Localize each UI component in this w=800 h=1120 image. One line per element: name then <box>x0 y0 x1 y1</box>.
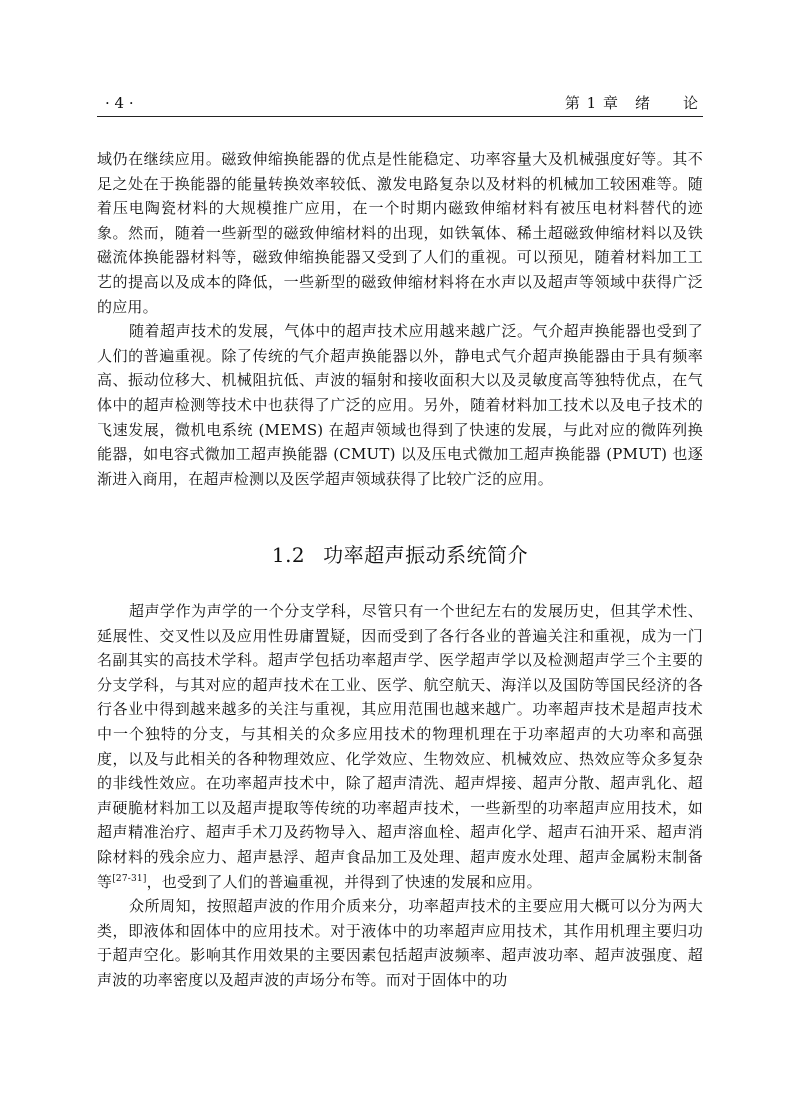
paragraph-continued: 域仍在继续应用。磁致伸缩换能器的优点是性能稳定、功率容量大及机械强度好等。其不足之处在于换能器的能量转换效率较低、激发电路复杂以及材料的机械加工较困难等。随着压电陶瓷材料的大规模推广应用，在一个时期内磁致伸缩材料有被压电材料替代的迹象。然而，随着一些新型的磁致伸缩材料的出现，如铁氧体、稀土超磁致伸缩材料以及铁磁流体换能器材料等，磁致伸缩换能器又受到了人们的重视。可以预见，随着材料加工工艺的提高以及成本的降低，一些新型的磁致伸缩材料将在水声以及超声等领域中获得广泛的应用。 <box>97 150 703 316</box>
section-heading <box>97 540 703 570</box>
paragraph-tail: ，也受到了人们的普遍重视，并得到了快速的发展和应用。 <box>146 872 542 891</box>
paragraph-applications: 众所周知，按照超声波的作用介质来分，功率超声技术的主要应用大概可以分为两大类，即液体和固体中的应用技术。对于液体中的功率超声应用技术，其作用机理主要归功于超声空化。影响其作用效果的主要因素包括超声波频率、超声波功率、超声波强度、超声波的功率密度以及超声波的声场分布等。而对于固体中的功 <box>97 897 703 989</box>
citation: [27-31] <box>112 873 147 884</box>
section-number: 1.2 <box>271 543 306 567</box>
section-title: 功率超声振动系统简介 <box>323 543 529 567</box>
paragraph-text: 超声学作为声学的一个分支学科，尽管只有一个世纪左右的发展历史，但其学术性、延展性、交叉性以及应用性毋庸置疑，因而受到了各行各业的普遍关注和重视，成为一门名副其实的高技术学科。超声学包括功率超声学、医学超声学以及检测超声学三个主要的分支学科，与其对应的超声技术在工业、医学、航空航天、海洋以及国防等国民经济的各行各业中得到越来越多的关注与重视，其应用范围也越来越广。功率超声技术是超声技术中一个独特的分支，与其相关的众多应用技术的物理机理在于功率超声的大功率和高强度，以及与此相关的各种物理效应、化学效应、生物效应、机械效应、热效应等众多复杂的非线性效应。在功率超声技术中，除了超声清洗、超声焊接、超声分散、超声乳化、超声硬脆材料加工以及超声提取等传统的功率超声技术，一些新型的功率超声应用技术，如超声精准治疗、超声手术刀及药物导入、超声溶血栓、超声化学、超声石油开采、超声消除材料的残余应力、超声悬浮、超声食品加工及处理、超声废水处理、超声金属粉末制备等 <box>97 602 703 891</box>
running-header <box>97 92 703 114</box>
text-block-top <box>97 147 703 491</box>
text-block-bottom <box>97 599 703 993</box>
chapter-title: 第 1 章 绪 论 <box>564 94 699 112</box>
paragraph-gas-ultrasound: 随着超声技术的发展，气体中的超声技术应用越来越广泛。气介超声换能器也受到了人们的普遍重视。除了传统的气介超声换能器以外，静电式气介超声换能器由于具有频率高、振动位移大、机械阻抗低、声波的辐射和接收面积大以及灵敏度高等独特优点，在气体中的超声检测等技术中也获得了广泛的应用。另外，随着材料加工技术以及电子技术的飞速发展，微机电系统 (MEMS) 在超声领域也得到了快速的发展，与此对应的微阵列换能器，如电容式微加工超声换能器 (CMUT) 以及压电式微加工超声换能器 (PMUT) 也逐渐进入商用，在超声检测以及医学超声领域获得了比较广泛的应用。 <box>97 322 703 488</box>
paragraph-power-ultrasound <box>97 599 703 894</box>
header-rule <box>97 116 703 117</box>
page-number: · 4 · <box>105 94 134 112</box>
